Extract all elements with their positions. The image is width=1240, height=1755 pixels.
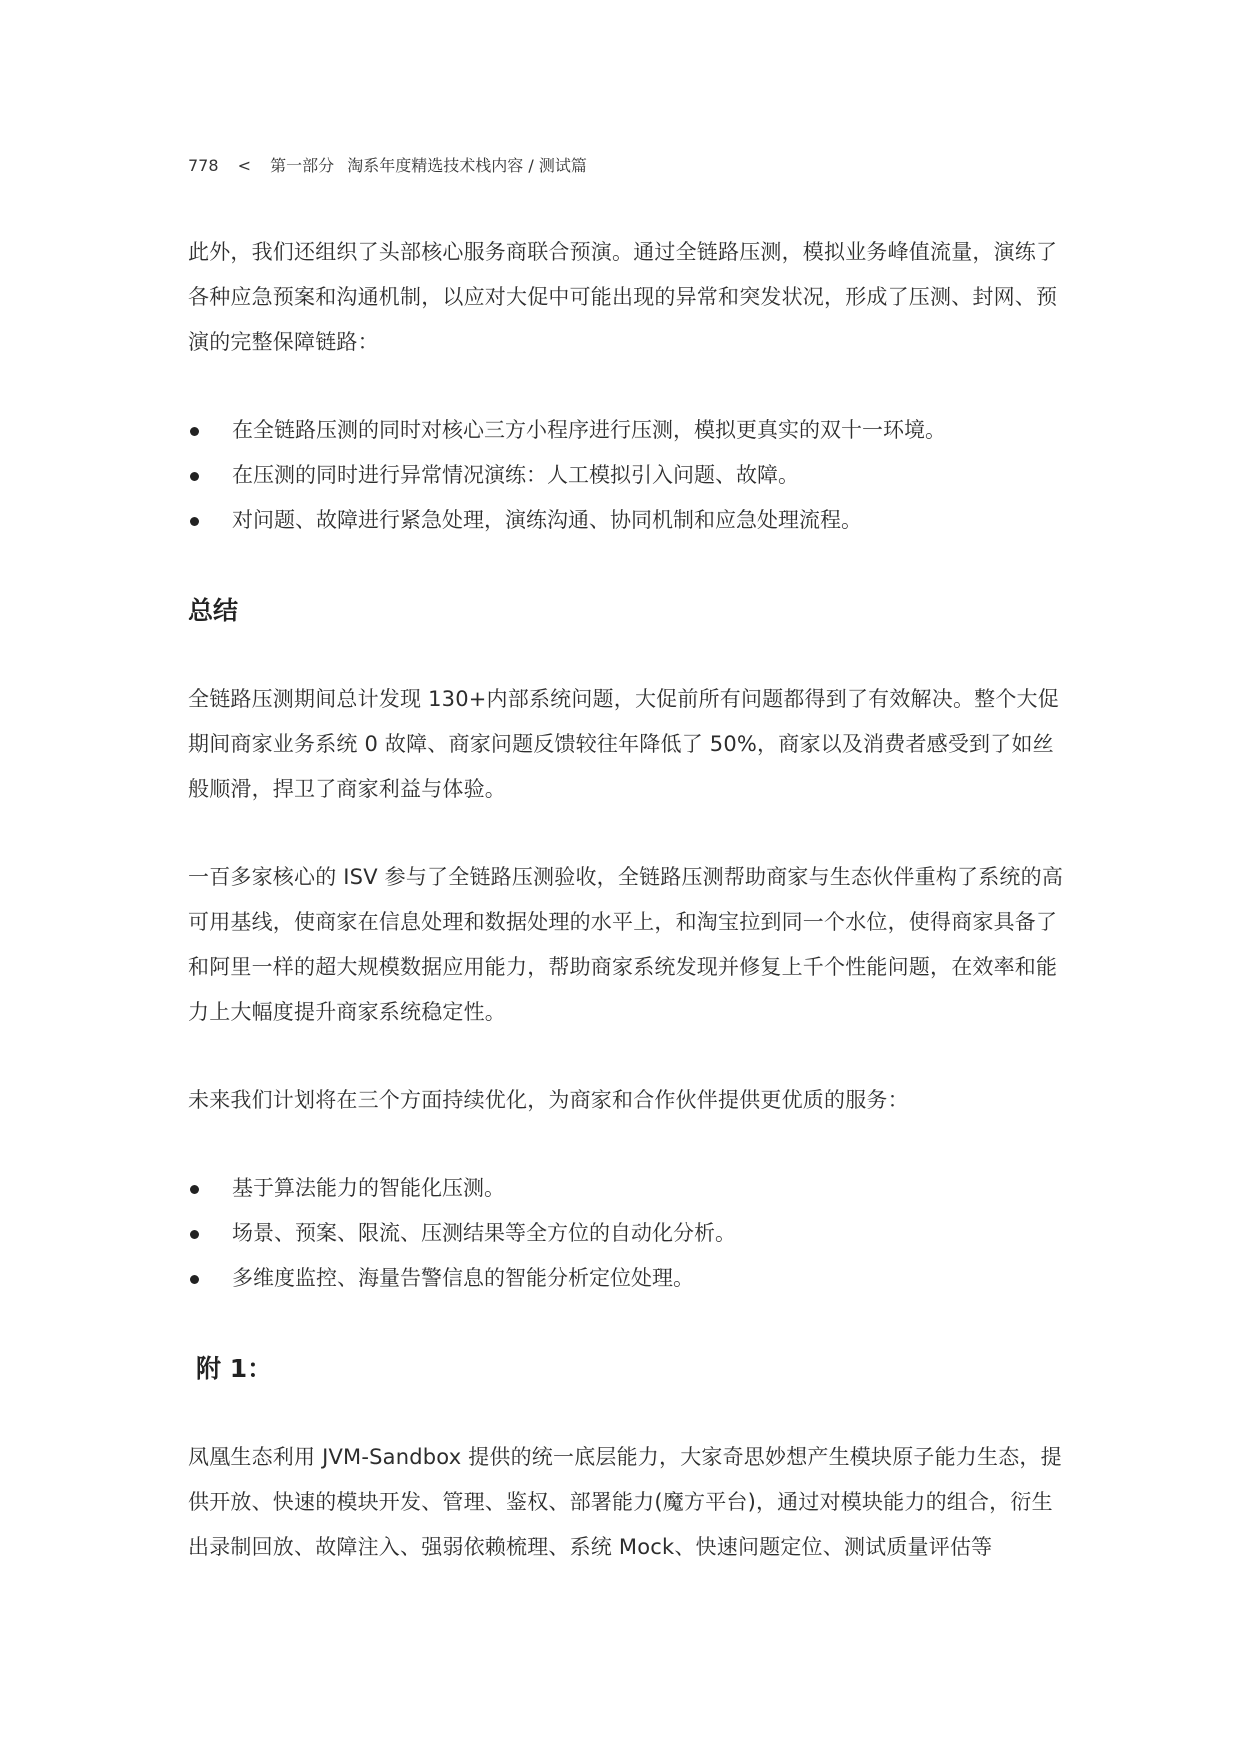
bullet-icon — [190, 1185, 199, 1194]
bullet-icon — [190, 1230, 199, 1239]
list-item — [188, 408, 1064, 453]
header-part: 第一部分 — [270, 156, 335, 175]
bullet-icon — [190, 517, 199, 526]
list-item-text: 对问题、故障进行紧急处理，演练沟通、协同机制和应急处理流程。 — [232, 508, 862, 532]
list-item — [188, 498, 1064, 543]
page-number: 778 — [188, 156, 219, 175]
running-header — [188, 153, 601, 176]
header-section: 淘系年度精选技术栈内容 / 测试篇 — [347, 156, 587, 175]
bullet-list-drills — [188, 408, 1064, 543]
list-item — [188, 1211, 1064, 1256]
bullet-icon — [190, 427, 199, 436]
intro-paragraph: 此外，我们还组织了头部核心服务商联合预演。通过全链路压测，模拟业务峰值流量，演练了各种应急预案和沟通机制，以应对大促中可能出现的异常和突发状况，形成了压测、封网、预演的完整保障链路： — [188, 240, 1058, 354]
list-item-text: 在全链路压测的同时对核心三方小程序进行压测，模拟更真实的双十一环境。 — [232, 418, 946, 442]
summary-heading: 总结 — [188, 596, 239, 625]
bullet-list-future — [188, 1166, 1064, 1301]
list-item — [188, 453, 1064, 498]
summary-paragraph-isv: 一百多家核心的 ISV 参与了全链路压测验收，全链路压测帮助商家与生态伙伴重构了系统的高可用基线，使商家在信息处理和数据处理的水平上，和淘宝拉到同一个水位，使得商家具备了和阿里一样的超大规模数据应用能力，帮助商家系统发现并修复上千个性能问题，在效率和能力上大幅度提升商家系统稳定性。 — [188, 865, 1064, 1024]
list-item — [188, 1166, 1064, 1211]
summary-paragraph-results: 全链路压测期间总计发现 130+内部系统问题，大促前所有问题都得到了有效解决。整个大促期间商家业务系统 0 故障、商家问题反馈较往年降低了 50%，商家以及消费者感受到了如丝般顺滑，捍卫了商家利益与体验。 — [188, 687, 1059, 801]
bullet-icon — [190, 472, 199, 481]
summary-paragraph-future: 未来我们计划将在三个方面持续优化，为商家和合作伙伴提供更优质的服务： — [188, 1088, 909, 1112]
list-item-text: 多维度监控、海量告警信息的智能分析定位处理。 — [232, 1266, 694, 1290]
appendix-heading: 附 1： — [196, 1354, 273, 1383]
appendix-paragraph: 凤凰生态利用 JVM-Sandbox 提供的统一底层能力，大家奇思妙想产生模块原子能力生态，提供开放、快速的模块开发、管理、鉴权、部署能力(魔方平台)，通过对模块能力的组合，衍生出录制回放、故障注入、强弱依赖梳理、系统 Mock、快速问题定位、测试质量评估等 — [188, 1445, 1062, 1559]
body-content — [188, 230, 1064, 1570]
list-item-text: 在压测的同时进行异常情况演练：人工模拟引入问题、故障。 — [232, 463, 799, 487]
bullet-icon — [190, 1275, 199, 1284]
list-item — [188, 1256, 1064, 1301]
list-item-text: 场景、预案、限流、压测结果等全方位的自动化分析。 — [232, 1221, 736, 1245]
header-separator: < — [237, 156, 252, 175]
list-item-text: 基于算法能力的智能化压测。 — [232, 1176, 505, 1200]
